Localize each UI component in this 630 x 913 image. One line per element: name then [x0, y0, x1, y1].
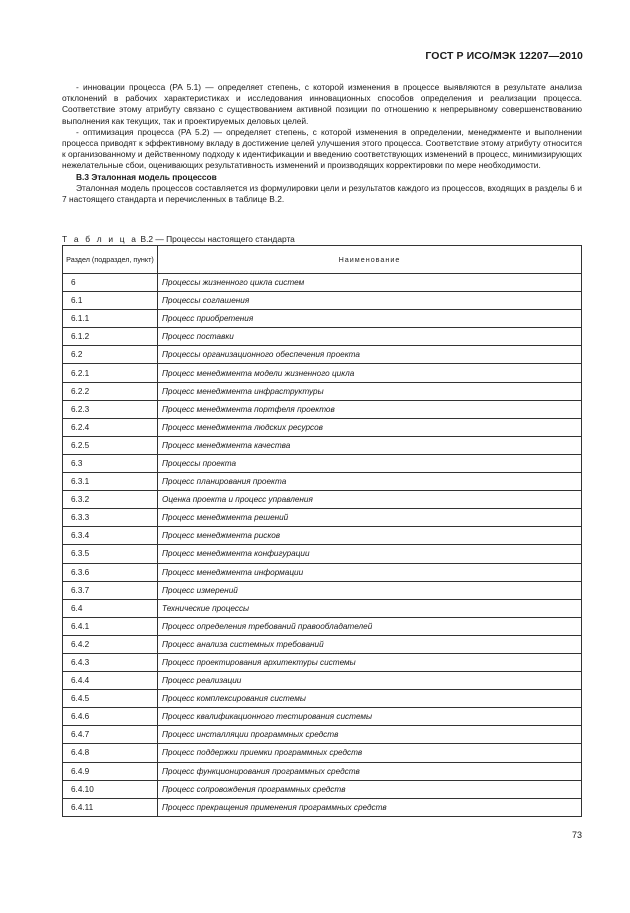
row-section-number: 6.4.6 — [63, 708, 158, 726]
table-row — [63, 599, 582, 617]
table-row — [63, 382, 582, 400]
table-row — [63, 653, 582, 671]
table-row — [63, 274, 582, 292]
table-row — [63, 762, 582, 780]
table-row — [63, 798, 582, 816]
table-header-row — [63, 246, 582, 274]
row-process-name: Процесс инсталляции программных средств — [158, 726, 582, 744]
row-process-name: Процесс измерений — [158, 581, 582, 599]
row-process-name: Процесс планирования проекта — [158, 473, 582, 491]
row-section-number: 6.4.11 — [63, 798, 158, 816]
paragraph-process-optimization: - оптимизация процесса (PA 5.2) — определяет степень, с которой изменения в определении, менеджменте и выполнении процесса приводят к эффективному вкладу в достижение целей улучшения этого процесса. Соответствие этому атрибуту относится к организованному и действенному подходу к идентификации и введению соответствующих изменений в процесс, минимизирующих нежелательные сбои, оценивающих результативность изменений и производящих корректировки по мере необходимости. — [62, 126, 582, 171]
row-process-name: Процесс приобретения — [158, 310, 582, 328]
table-row — [63, 708, 582, 726]
body-text — [62, 82, 582, 205]
table-row — [63, 328, 582, 346]
table-row — [63, 509, 582, 527]
row-section-number: 6.3 — [63, 454, 158, 472]
table-row — [63, 744, 582, 762]
row-process-name: Процесс реализации — [158, 672, 582, 690]
row-section-number: 6.3.2 — [63, 491, 158, 509]
row-section-number: 6.2.1 — [63, 364, 158, 382]
table-row — [63, 491, 582, 509]
table-row — [63, 617, 582, 635]
row-process-name: Процесс менеджмента решений — [158, 509, 582, 527]
row-section-number: 6.4.9 — [63, 762, 158, 780]
column-header-name: Наименование — [158, 246, 582, 274]
row-process-name: Процесс анализа системных требований — [158, 635, 582, 653]
row-process-name: Процесс проектирования архитектуры системы — [158, 653, 582, 671]
table-row — [63, 364, 582, 382]
row-process-name: Процесс менеджмента инфраструктуры — [158, 382, 582, 400]
table-row — [63, 310, 582, 328]
row-section-number: 6.4.2 — [63, 635, 158, 653]
table-row — [63, 726, 582, 744]
row-section-number: 6.4 — [63, 599, 158, 617]
table-row — [63, 635, 582, 653]
row-process-name: Оценка проекта и процесс управления — [158, 491, 582, 509]
table-row — [63, 780, 582, 798]
table-row — [63, 563, 582, 581]
row-process-name: Технические процессы — [158, 599, 582, 617]
row-process-name: Процесс менеджмента конфигурации — [158, 545, 582, 563]
row-process-name: Процессы жизненного цикла систем — [158, 274, 582, 292]
row-section-number: 6.4.8 — [63, 744, 158, 762]
row-section-number: 6.3.4 — [63, 527, 158, 545]
table-row — [63, 454, 582, 472]
row-section-number: 6.2.5 — [63, 436, 158, 454]
row-section-number: 6.2.4 — [63, 418, 158, 436]
row-section-number: 6.4.1 — [63, 617, 158, 635]
row-section-number: 6.3.3 — [63, 509, 158, 527]
row-process-name: Процесс менеджмента качества — [158, 436, 582, 454]
row-section-number: 6 — [63, 274, 158, 292]
table-caption-label: Т а б л и ц а — [62, 234, 139, 244]
row-process-name: Процесс функционирования программных средств — [158, 762, 582, 780]
row-process-name: Процесс менеджмента людских ресурсов — [158, 418, 582, 436]
row-process-name: Процесс сопровождения программных средств — [158, 780, 582, 798]
row-section-number: 6.2 — [63, 346, 158, 364]
row-section-number: 6.1.1 — [63, 310, 158, 328]
row-process-name: Процесс прекращения применения программных средств — [158, 798, 582, 816]
row-section-number: 6.3.6 — [63, 563, 158, 581]
row-process-name: Процесс комплексирования системы — [158, 690, 582, 708]
table-row — [63, 346, 582, 364]
row-process-name: Процессы проекта — [158, 454, 582, 472]
row-process-name: Процессы соглашения — [158, 292, 582, 310]
table-row — [63, 473, 582, 491]
row-section-number: 6.1.2 — [63, 328, 158, 346]
table-caption — [62, 234, 295, 244]
row-process-name: Процесс менеджмента рисков — [158, 527, 582, 545]
table-row — [63, 672, 582, 690]
row-section-number: 6.2.3 — [63, 400, 158, 418]
row-process-name: Процесс поддержки приемки программных средств — [158, 744, 582, 762]
table-row — [63, 292, 582, 310]
table-row — [63, 400, 582, 418]
row-section-number: 6.3.7 — [63, 581, 158, 599]
processes-table — [62, 245, 582, 817]
row-section-number: 6.4.5 — [63, 690, 158, 708]
row-process-name: Процессы организационного обеспечения проекта — [158, 346, 582, 364]
row-section-number: 6.4.3 — [63, 653, 158, 671]
row-section-number: 6.1 — [63, 292, 158, 310]
row-process-name: Процесс поставки — [158, 328, 582, 346]
row-process-name: Процесс определения требований правообладателей — [158, 617, 582, 635]
paragraph-reference-model: Эталонная модель процессов составляется из формулировки цели и результатов каждого из процессов, входящих в разделы 6 и 7 настоящего стандарта и перечисленных в таблице В.2. — [62, 182, 582, 205]
paragraph-process-innovation: - инновации процесса (PA 5.1) — определяет степень, с которой изменения в процессе выявляются в результате анализа отклонений в рабочих характеристиках и исследования инновационных способов определения и реализации процесса. Соответствие этому атрибуту связано с существованием активной позиции по отношению к непрерывному совершенствованию выполнения как текущих, так и проектируемых деловых целей. — [62, 82, 582, 126]
table-row — [63, 581, 582, 599]
row-section-number: 6.3.1 — [63, 473, 158, 491]
table-row — [63, 545, 582, 563]
row-process-name: Процесс квалификационного тестирования системы — [158, 708, 582, 726]
row-process-name: Процесс менеджмента портфеля проектов — [158, 400, 582, 418]
row-section-number: 6.4.10 — [63, 780, 158, 798]
table-caption-title: В.2 — Процессы настоящего стандарта — [140, 234, 295, 244]
document-header-code: ГОСТ Р ИСО/МЭК 12207—2010 — [425, 50, 583, 62]
row-process-name: Процесс менеджмента модели жизненного цикла — [158, 364, 582, 382]
table-row — [63, 527, 582, 545]
table-body — [63, 274, 582, 817]
row-section-number: 6.4.7 — [63, 726, 158, 744]
row-section-number: 6.4.4 — [63, 672, 158, 690]
column-header-section: Раздел (подраздел, пункт) — [63, 246, 158, 274]
table-row — [63, 418, 582, 436]
table-row — [63, 436, 582, 454]
row-section-number: 6.2.2 — [63, 382, 158, 400]
row-section-number: 6.3.5 — [63, 545, 158, 563]
page-number: 73 — [571, 830, 582, 840]
section-heading: В.3 Эталонная модель процессов — [76, 171, 217, 182]
table-row — [63, 690, 582, 708]
row-process-name: Процесс менеджмента информации — [158, 563, 582, 581]
